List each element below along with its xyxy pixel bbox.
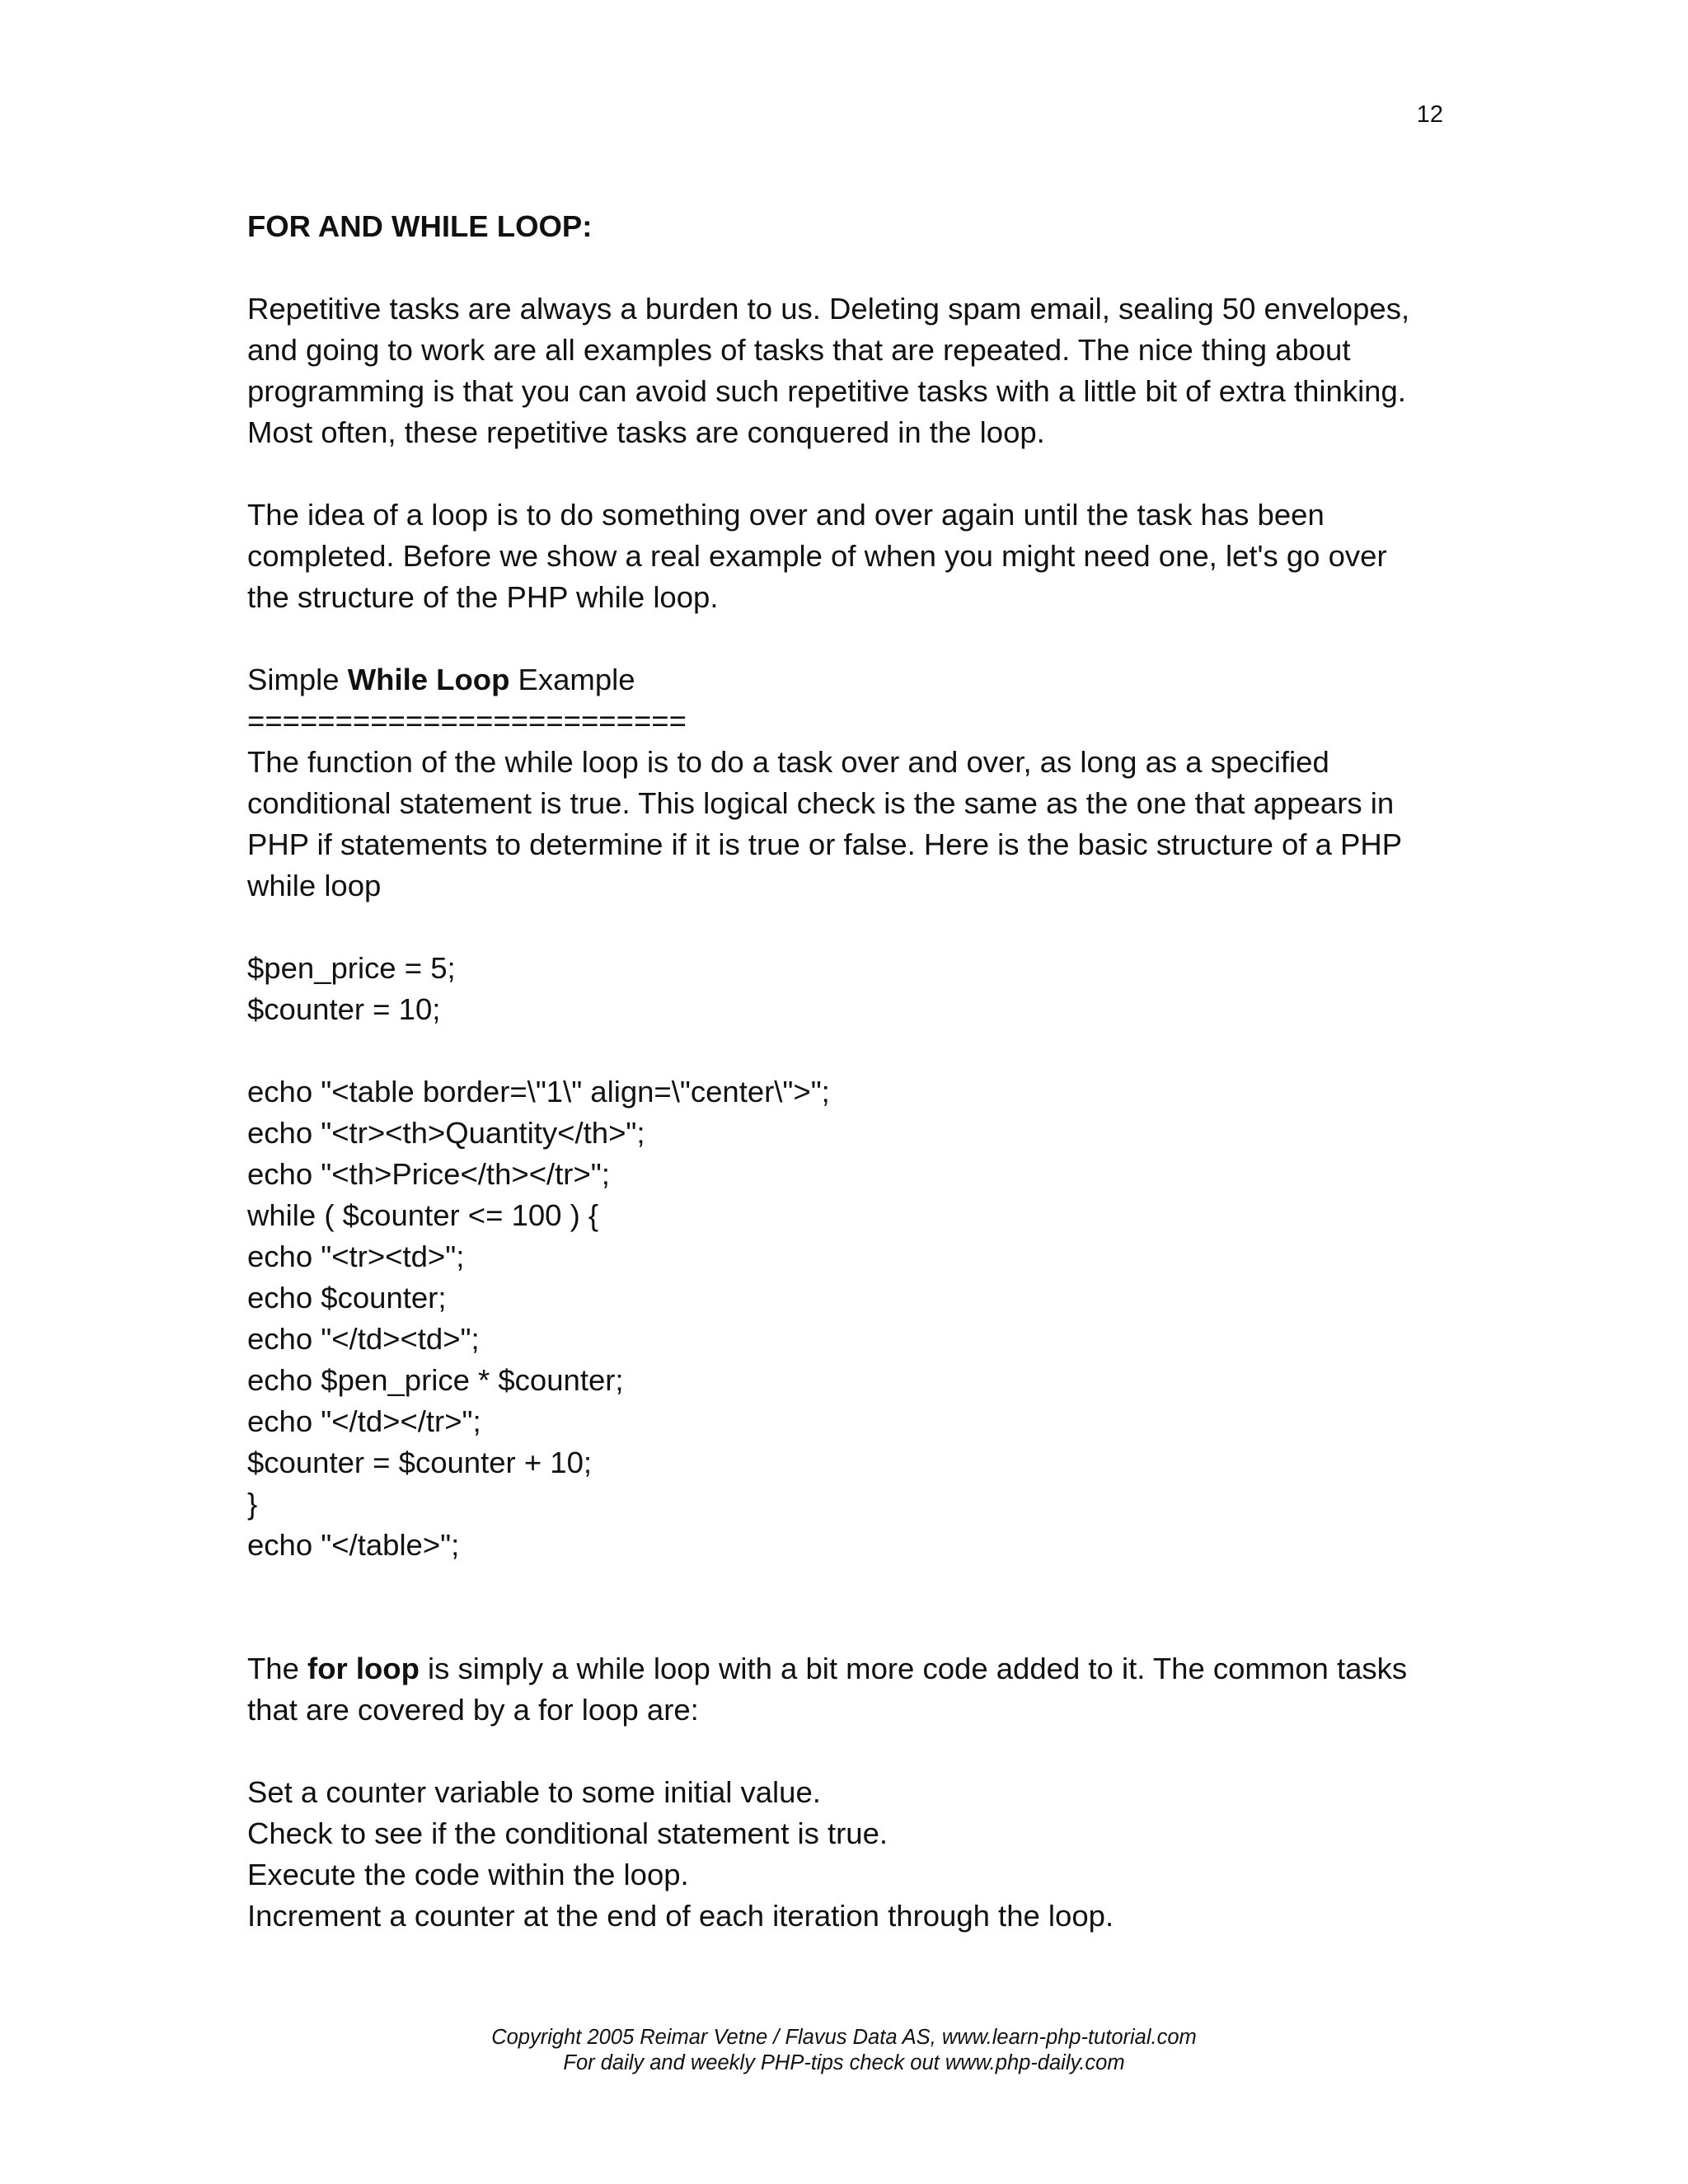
text-line xyxy=(247,1648,1451,1690)
document-body xyxy=(247,206,1451,1937)
code-line: echo "</td></tr>"; xyxy=(247,1404,481,1438)
for-intro-rest: is simply a while loop with a bit more code added to it. The common tasks xyxy=(419,1652,1408,1685)
text-line: while loop xyxy=(247,869,382,902)
spacer xyxy=(247,453,1451,494)
spacer xyxy=(247,1030,1451,1071)
example-title-prefix: Simple xyxy=(247,663,348,696)
code-line: echo $pen_price * $counter; xyxy=(247,1363,624,1397)
list-item: Check to see if the conditional statement is true. xyxy=(247,1816,889,1850)
text-line: PHP if statements to determine if it is true or false. Here is the basic structure of a PHP xyxy=(247,827,1403,861)
list-item: Set a counter variable to some initial value. xyxy=(247,1775,821,1809)
text-line: Most often, these repetitive tasks are conquered in the loop. xyxy=(247,415,1045,449)
spacer xyxy=(247,247,1451,288)
separator-line: ========================= xyxy=(247,704,687,738)
code-line: echo $counter; xyxy=(247,1281,447,1315)
footer-copyright: Copyright 2005 Reimar Vetne / Flavus Data AS, www.learn-php-tutorial.com xyxy=(491,2026,1197,2049)
code-line: } xyxy=(247,1487,258,1521)
text-line: Repetitive tasks are always a burden to us. Deleting spam email, sealing 50 envelopes, xyxy=(247,292,1410,326)
code-line: while ( $counter <= 100 ) { xyxy=(247,1198,599,1232)
code-line: echo "</table>"; xyxy=(247,1528,460,1562)
text-line: programming is that you can avoid such repetitive tasks with a little bit of extra thinking. xyxy=(247,374,1406,408)
text-line: conditional statement is true. This logical check is the same as the one that appears in xyxy=(247,786,1395,820)
for-intro-prefix: The xyxy=(247,1652,308,1685)
page-number: 12 xyxy=(1416,101,1443,128)
footer-tips: For daily and weekly PHP-tips check out www.php-daily.com xyxy=(563,2051,1125,2074)
code-line: echo "<tr><td>"; xyxy=(247,1240,465,1273)
code-line: $pen_price = 5; xyxy=(247,951,456,985)
list-item: Execute the code within the loop. xyxy=(247,1858,689,1891)
section-heading: FOR AND WHILE LOOP: xyxy=(247,209,593,243)
code-line: echo "<th>Price</th></tr>"; xyxy=(247,1157,610,1191)
text-line: completed. Before we show a real example of when you might need one, let's go over xyxy=(247,539,1387,573)
example-title xyxy=(247,659,1451,701)
code-line: $counter = 10; xyxy=(247,992,441,1026)
page-footer xyxy=(0,2025,1688,2076)
text-line: The function of the while loop is to do a task over and over, as long as a specified xyxy=(247,745,1329,779)
text-line: The idea of a loop is to do something over and over again until the task has been xyxy=(247,498,1325,532)
text-line: that are covered by a for loop are: xyxy=(247,1693,699,1727)
code-line: echo "<tr><th>Quantity</th>"; xyxy=(247,1116,645,1150)
for-loop-paragraph xyxy=(247,1648,1451,1731)
text-line: and going to work are all examples of tasks that are repeated. The nice thing about xyxy=(247,333,1351,367)
code-line: echo "<table border=\"1\" align=\"center\">"; xyxy=(247,1075,830,1108)
example-title-bold: While Loop xyxy=(347,663,510,696)
text-line: the structure of the PHP while loop. xyxy=(247,580,719,614)
spacer xyxy=(247,907,1451,948)
for-loop-term: for loop xyxy=(307,1652,420,1685)
example-title-suffix: Example xyxy=(509,663,635,696)
code-line: echo "</td><td>"; xyxy=(247,1322,480,1356)
loop-idea-paragraph xyxy=(247,494,1451,618)
code-variables xyxy=(247,948,1451,1030)
for-loop-task-list xyxy=(247,1772,1451,1937)
intro-paragraph xyxy=(247,288,1451,453)
code-block xyxy=(247,1071,1451,1566)
spacer xyxy=(247,1731,1451,1772)
spacer xyxy=(247,1566,1451,1648)
while-description-paragraph xyxy=(247,742,1451,907)
list-item: Increment a counter at the end of each iteration through the loop. xyxy=(247,1899,1114,1933)
spacer xyxy=(247,618,1451,659)
code-line: $counter = $counter + 10; xyxy=(247,1446,593,1479)
